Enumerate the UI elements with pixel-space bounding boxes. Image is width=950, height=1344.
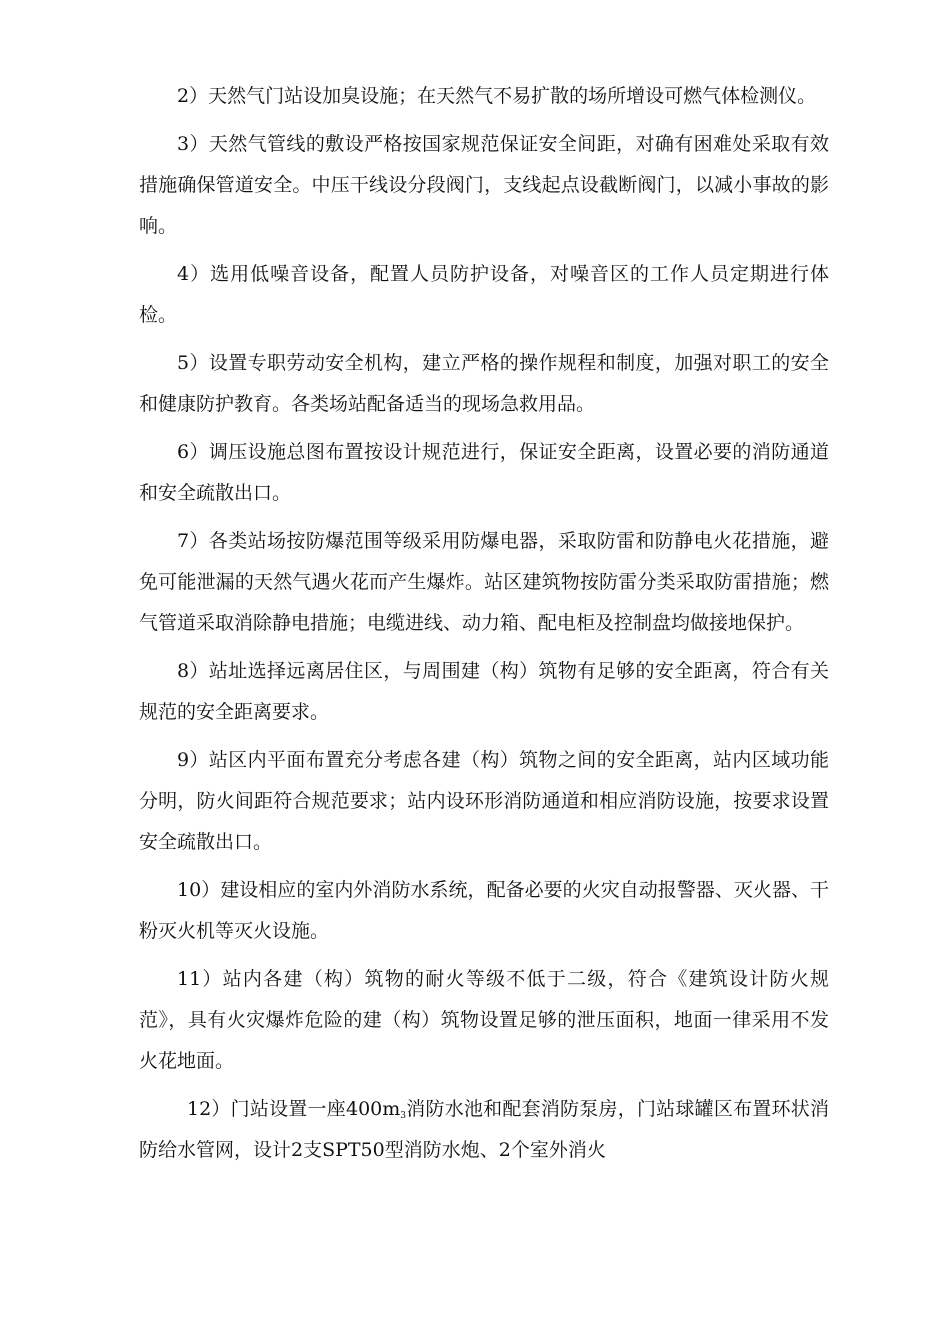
paragraph-8: 8）站址选择远离居住区，与周围建（构）筑物有足够的安全距离，符合有关规范的安全距离要求。 [139,660,829,723]
paragraph-6: 6）调压设施总图布置按设计规范进行，保证安全距离，设置必要的消防通道和安全疏散出口。 [139,441,829,504]
paragraph-5: 5）设置专职劳动安全机构，建立严格的操作规程和制度，加强对职工的安全和健康防护教育。各类场站配备适当的现场急救用品。 [139,352,829,415]
body-text [139,76,829,1178]
paragraph-3: 3）天然气管线的敷设严格按国家规范保证安全间距，对确有困难处采取有效措施确保管道安全。中压干线设分段阀门，支线起点设截断阀门，以减小事故的影响。 [139,133,829,237]
cubic-unit-superscript: 3 [400,1111,407,1121]
paragraph-12 [139,1089,829,1171]
paragraph-10: 10）建设相应的室内外消防水系统，配备必要的火灾自动报警器、灭火器、干粉灭火机等灭火设施。 [139,879,829,942]
paragraph-9: 9）站区内平面布置充分考虑各建（构）筑物之间的安全距离，站内区域功能分明，防火间距符合规范要求；站内设环形消防通道和相应消防设施，按要求设置安全疏散出口。 [139,749,829,853]
paragraph-4: 4）选用低噪音设备，配置人员防护设备，对噪音区的工作人员定期进行体检。 [139,263,829,326]
paragraph-12-start: 12）门站设置一座400m [187,1098,401,1120]
paragraph-2: 2）天然气门站设加臭设施；在天然气不易扩散的场所增设可燃气体检测仪。 [177,85,817,107]
paragraph-11: 11）站内各建（构）筑物的耐火等级不低于二级，符合《建筑设计防火规范》，具有火灾爆炸危险的建（构）筑物设置足够的泄压面积，地面一律采用不发火花地面。 [139,968,829,1072]
paragraph-12-rest: 消防水池和配套消防泵房，门站球罐区布置环状消防给水管网，设计2支SPT50型消防水炮、2个室外消火 [139,1098,829,1161]
paragraph-7: 7）各类站场按防爆范围等级采用防爆电器，采取防雷和防静电火花措施，避免可能泄漏的天然气遇火花而产生爆炸。站区建筑物按防雷分类采取防雷措施；燃气管道采取消除静电措施；电缆进线、动力箱、配电柜及控制盘均做接地保护。 [139,530,829,634]
